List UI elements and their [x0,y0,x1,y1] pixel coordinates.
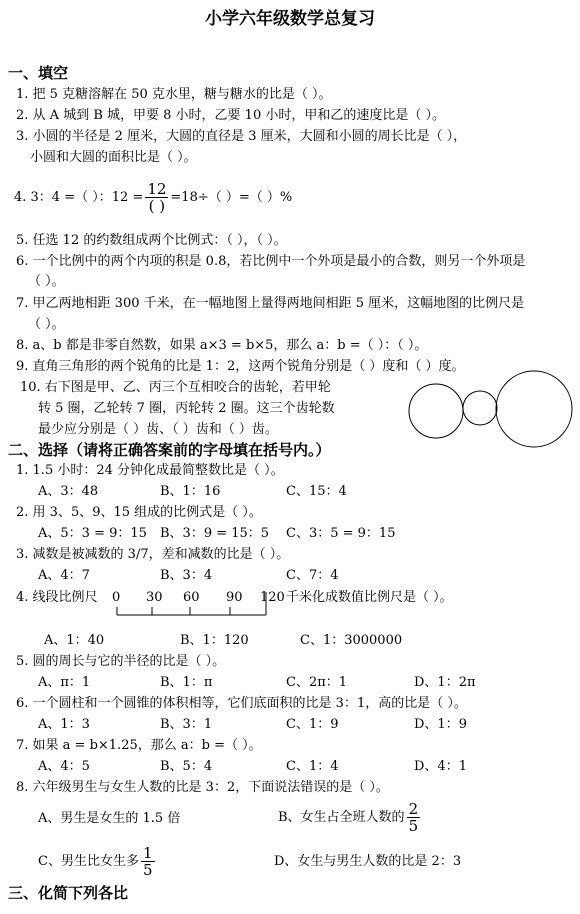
fill-question-4-part2: =18÷（ ）=（ ）% [170,190,293,205]
choice-5-option-c: C、2π：1 [286,675,348,690]
choice-8-option-b [278,798,422,838]
choice-1-option-c: C、15：4 [286,484,347,499]
choice-2-option-b: B、3：9 = 15：5 [160,526,270,541]
choice-question-4-cont: 千米化成数值比例尺是（ ）。 [286,590,453,605]
scale-tick-30: 30 [146,590,163,605]
choice-5-option-b: B、1：π [160,675,213,690]
fill-question-7: 7. 甲乙两地相距 300 千米，在一幅地图上量得两地间相距 5 厘米，这幅地图的比例尺是 [16,296,525,311]
choice-3-option-c: C、7：4 [286,568,339,583]
choice-2-option-a: A、5：3 = 9：15 [38,526,147,541]
choice-3-option-a: A、4：7 [38,568,90,583]
scale-tick-120: 120 [260,590,285,605]
choice-4-option-a: A、1：40 [44,633,105,648]
fill-question-10-line2: 转 5 圈，乙轮转 7 圈，丙轮转 2 圈。这三个齿轮数 [38,401,335,416]
fill-question-5: 5. 任选 12 的约数组成两个比例式：（ ），（ ）。 [16,233,287,248]
choice-question-3: 3. 减数是被减数的 3/7，差和减数的比是（ ）。 [16,547,290,562]
choice-6-option-a: A、1：3 [38,717,90,732]
section-simplify-heading: 三、化简下列各比 [8,884,129,902]
choice-question-7: 7. 如果 a = b×1.25，那么 a：b =（ ）。 [16,738,262,753]
choice-8-option-b-fraction [407,801,421,834]
choice-7-option-b: B、5：4 [160,759,213,774]
page-title: 小学六年级数学总复习 [205,9,375,29]
choice-question-1: 1. 1.5 小时：24 分钟化成最简整数比是（ ）。 [16,463,284,478]
choice-5-option-a: A、π：1 [38,675,91,690]
fill-question-9: 9. 直角三角形的两个锐角的比是 1：2，这两个锐角分别是（ ）度和（ ）度。 [16,359,465,374]
choice-question-2: 2. 用 3、5、9、15 组成的比例式是（ ）。 [16,505,262,520]
choice-6-option-d: D、1：9 [414,717,467,732]
section-fill-heading: 一、填空 [8,64,69,82]
choice-8-option-c-text: C、男生比女生多 [38,854,139,869]
scale-tick-0: 0 [112,590,121,605]
choice-1-option-b: B、1：16 [160,484,221,499]
choice-8-option-a: A、男生是女生的 1.5 倍 [38,811,181,826]
fill-question-3: 3. 小圆的半径是 2 厘米，大圆的直径是 3 厘米，大圆和小圆的周长比是（ ）， [16,129,467,144]
choice-7-option-c: C、1：4 [286,759,339,774]
fraction-numerator: 1 [142,844,153,862]
choice-7-option-d: D、4：1 [414,759,467,774]
choice-4-option-b: B、1：120 [180,633,249,648]
choice-8-option-b-text: B、女生占全班人数的 [278,810,405,825]
choice-8-option-d: D、女生与男生人数的比是 2：3 [274,854,462,869]
choice-8-option-c [38,842,157,882]
fill-question-6-cont: （ ）。 [28,274,65,289]
choice-5-option-d: D、1：2π [414,675,476,690]
fill-question-6: 6. 一个比例中的两个内项的积是 0.8，若比例中一个外项是最小的合数，则另一个外项是 [16,254,526,269]
fraction-denominator: 5 [142,861,153,879]
fraction-numerator: 12 [147,180,167,198]
fill-question-1: 1. 把 5 克糖溶解在 50 克水里，糖与糖水的比是（ ）。 [16,87,332,102]
fill-question-4-part1: 4. 3：4 =（ ）：12 = [14,190,144,205]
fill-question-10: 10. 右下图是甲、乙、丙三个互相咬合的齿轮，若甲轮 [20,380,331,395]
choice-question-8: 8. 六年级男生与女生人数的比是 3：2，下面说法错误的是（ ）。 [16,780,389,795]
choice-2-option-c: C、3：5 = 9：15 [286,526,396,541]
fill-question-2: 2. 从 A 城到 B 城，甲要 8 小时，乙要 10 小时，甲和乙的速度比是（ ）。 [16,108,445,123]
choice-1-option-a: A、3：48 [38,484,99,499]
fill-question-3-cont: 小圆和大圆的面积比是（ ）。 [30,150,197,165]
fill-question-8: 8. a、b 都是非零自然数，如果 a×3 = b×5，那么 a：b =（ ）：（ ）。 [16,338,428,353]
fill-question-10-line3: 最少应分别是（ ）齿、（ ）齿和（ ）齿。 [38,422,278,437]
scale-tick-90: 90 [226,590,243,605]
choice-6-option-c: C、1：9 [286,717,339,732]
choice-6-option-b: B、3：1 [160,717,213,732]
fraction-denominator: ( ) [148,197,166,215]
fraction-denominator: 5 [408,817,419,835]
scale-tick-60: 60 [183,590,200,605]
choice-4-option-c: C、1：3000000 [300,633,403,648]
choice-3-option-b: B、3：4 [160,568,213,583]
choice-question-6: 6. 一个圆柱和一个圆锥的体积相等，它们底面积的比是 3：1，高的比是（ ）。 [16,696,467,711]
choice-question-4: 4. 线段比例尺 [16,590,98,605]
section-choice-heading: 二、选择（请将正确答案前的字母填在括号内。） [8,441,331,459]
fill-question-7-cont: （ ）。 [28,317,65,332]
fraction-numerator: 2 [408,800,419,818]
choice-8-option-c-fraction [141,845,155,878]
choice-7-option-a: A、4：5 [38,759,90,774]
choice-question-5: 5. 圆的周长与它的半径的比是（ ）。 [16,654,226,669]
